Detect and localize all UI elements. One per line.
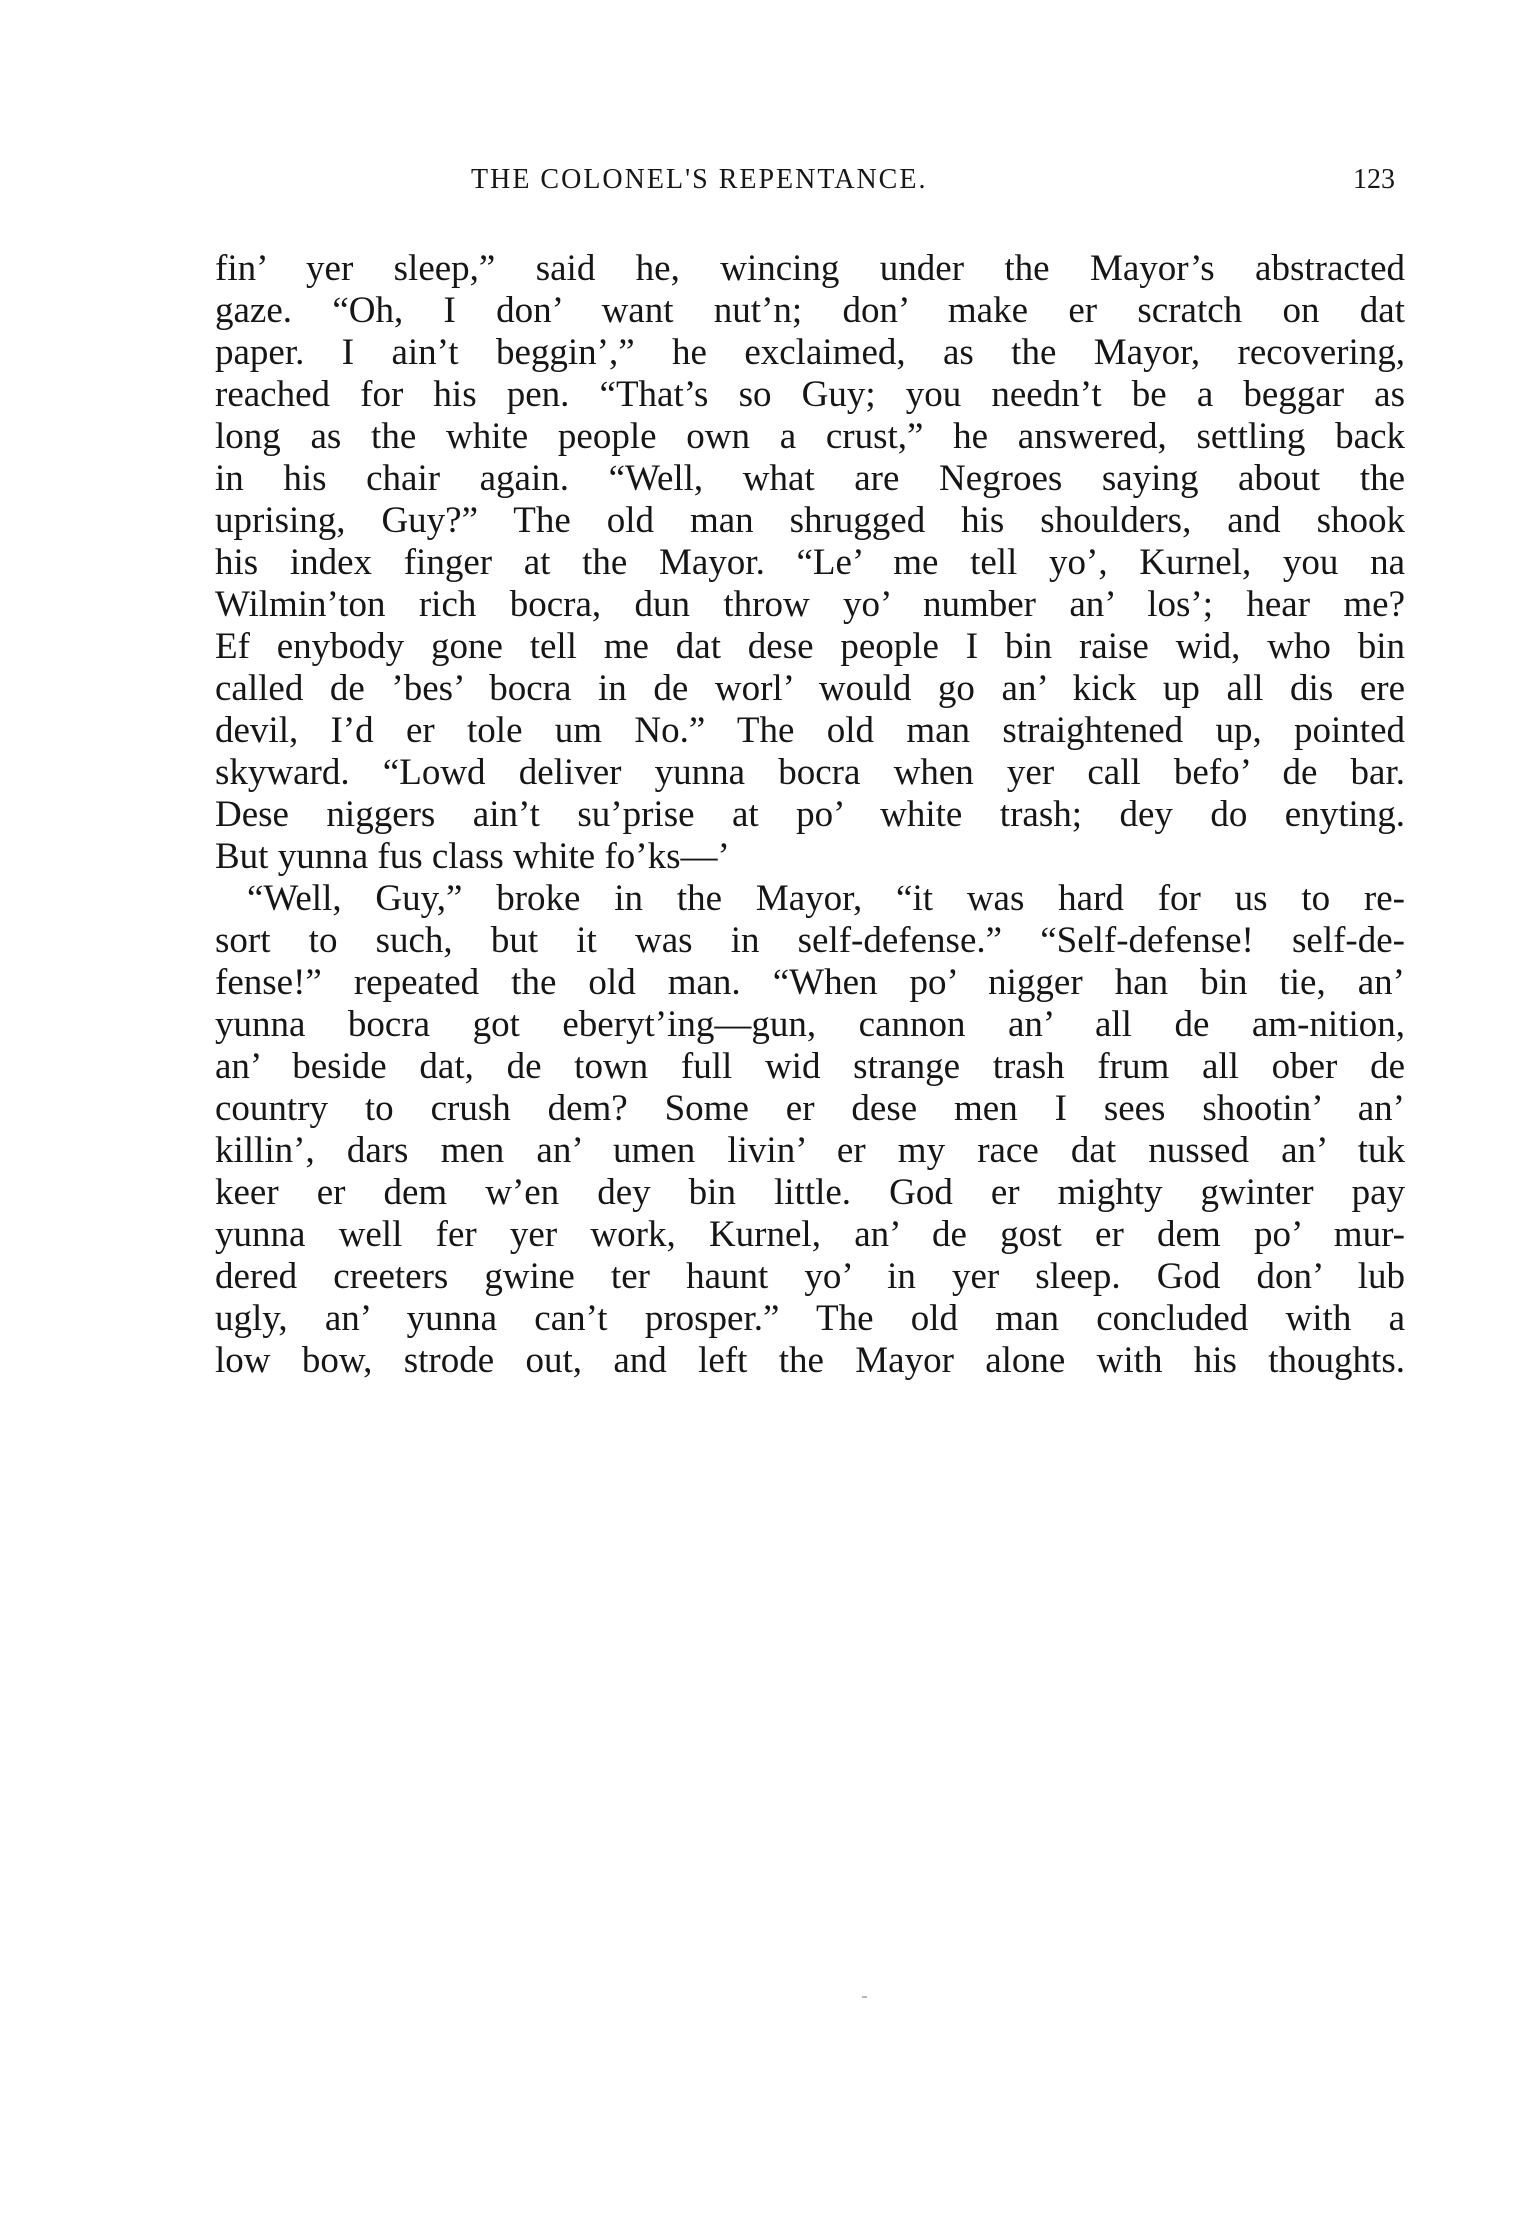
text-line: paper. I ain’t beggin’,” he exclaimed, as the Mayor, recovering, [215, 332, 1405, 373]
text-line: sort to such, but it was in self-defense.” “Self-defense! self-de- [215, 920, 1405, 961]
paragraph-2 [215, 878, 1405, 1382]
text-line: an’ beside dat, de town full wid strange trash frum all ober de [215, 1046, 1405, 1087]
text-line: reached for his pen. “That’s so Guy; you needn’t be a beggar as [215, 374, 1405, 415]
text-line: ugly, an’ yunna can’t prosper.” The old man concluded with a [215, 1298, 1405, 1339]
text-line: Wilmin’ton rich bocra, dun throw yo’ number an’ los’; hear me? [215, 584, 1405, 625]
text-line: uprising, Guy?” The old man shrugged his shoulders, and shook [215, 500, 1405, 541]
text-line: fin’ yer sleep,” said he, wincing under the Mayor’s abstracted [215, 248, 1405, 289]
running-head [215, 160, 1405, 200]
text-line: his index finger at the Mayor. “Le’ me tell yo’, Kurnel, you na [215, 542, 1405, 583]
text-line: low bow, strode out, and left the Mayor alone with his thoughts. [215, 1340, 1405, 1381]
text-line: “Well, Guy,” broke in the Mayor, “it was hard for us to re- [247, 878, 1405, 919]
text-line: gaze. “Oh, I don’ want nut’n; don’ make er scratch on dat [215, 290, 1405, 331]
text-line: fense!” repeated the old man. “When po’ nigger han bin tie, an’ [215, 962, 1405, 1003]
text-line: in his chair again. “Well, what are Negroes saying about the [215, 458, 1405, 499]
text-line: long as the white people own a crust,” he answered, settling back [215, 416, 1405, 457]
text-line: Ef enybody gone tell me dat dese people I bin raise wid, who bin [215, 626, 1405, 667]
text-line: keer er dem w’en dey bin little. God er mighty gwinter pay [215, 1172, 1405, 1213]
page-number: 123 [1353, 164, 1395, 195]
text-line: skyward. “Lowd deliver yunna bocra when yer call befo’ de bar. [215, 752, 1405, 793]
text-line: But yunna fus class white fo’ks—’ [215, 836, 730, 877]
text-line: country to crush dem? Some er dese men I sees shootin’ an’ [215, 1088, 1405, 1129]
body-text [215, 248, 1405, 1382]
text-line: Dese niggers ain’t su’prise at po’ white trash; dey do enyting. [215, 794, 1405, 835]
text-line: killin’, dars men an’ umen livin’ er my race dat nussed an’ tuk [215, 1130, 1405, 1171]
paper-speck [862, 1996, 867, 1998]
text-line: yunna bocra got eberyt’ing—gun, cannon an’ all de am-nition, [215, 1004, 1405, 1045]
text-line: devil, I’d er tole um No.” The old man straightened up, pointed [215, 710, 1405, 751]
text-line: dered creeters gwine ter haunt yo’ in yer sleep. God don’ lub [215, 1256, 1405, 1297]
paragraph-1 [215, 248, 1405, 878]
running-head-title: THE COLONEL'S REPENTANCE. [471, 164, 928, 195]
text-line: yunna well fer yer work, Kurnel, an’ de gost er dem po’ mur- [215, 1214, 1405, 1255]
text-line: called de ’bes’ bocra in de worl’ would go an’ kick up all dis ere [215, 668, 1405, 709]
